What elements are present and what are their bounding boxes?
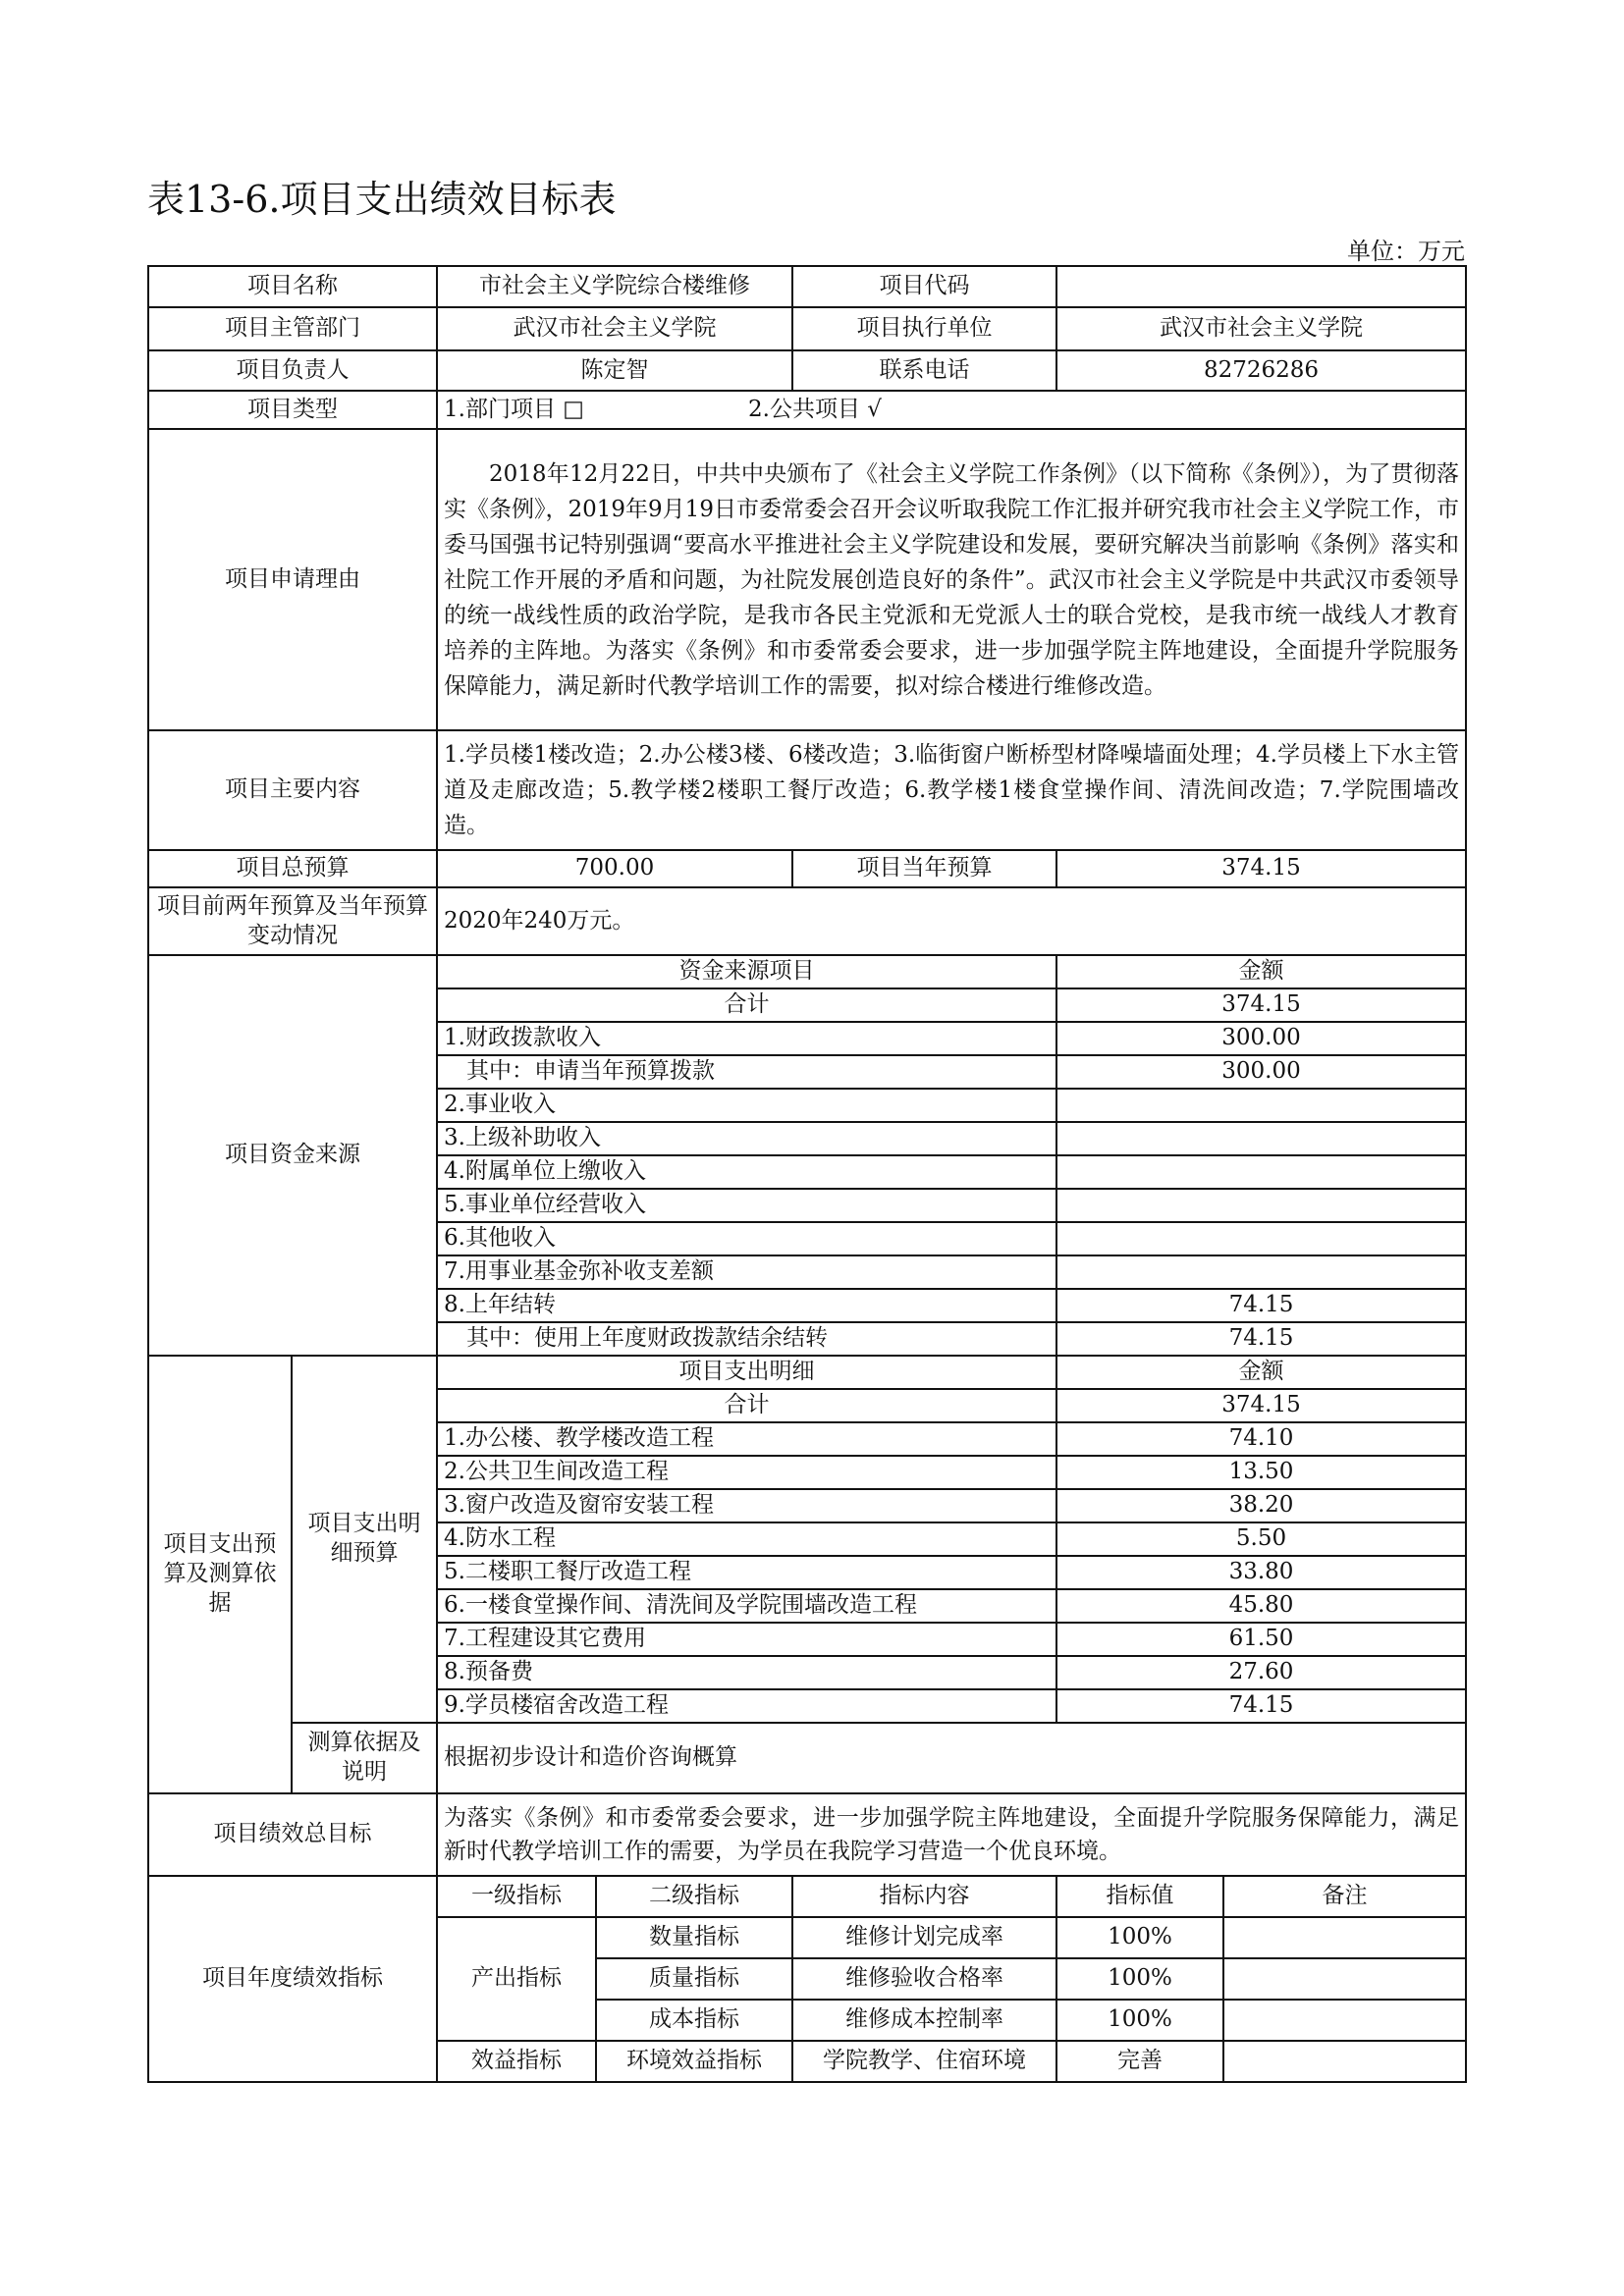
- exec-value: 武汉市社会主义学院: [1056, 307, 1466, 350]
- indicator-header: 一级指标: [437, 1876, 596, 1917]
- exec-label: 项目执行单位: [792, 307, 1056, 350]
- exp-amount: 74.15: [1056, 1689, 1466, 1723]
- name-label: 项目名称: [148, 266, 437, 307]
- funds-amount: [1056, 1155, 1466, 1189]
- type-value: [437, 391, 1466, 429]
- unit-label: 单位：万元: [1347, 238, 1465, 265]
- funds-amount: 300.00: [1056, 1055, 1466, 1089]
- indicator-content: 维修验收合格率: [792, 1958, 1056, 2000]
- exp-item: 6.一楼食堂操作间、清洗间及学院围墙改造工程: [437, 1589, 1056, 1623]
- indicator-note: [1223, 1958, 1466, 2000]
- funds-item: 合计: [437, 988, 1056, 1022]
- exp-amount: 5.50: [1056, 1522, 1466, 1556]
- indicator-value: 100%: [1056, 1958, 1223, 2000]
- dept-value: 武汉市社会主义学院: [437, 307, 792, 350]
- phone-value: 82726286: [1056, 350, 1466, 391]
- funds-item: 其中：使用上年度财政拨款结余结转: [437, 1322, 1056, 1356]
- indicator-content: 学院教学、住宿环境: [792, 2041, 1056, 2082]
- exp-amount: 61.50: [1056, 1623, 1466, 1656]
- funds-item: 2.事业收入: [437, 1089, 1056, 1122]
- prev-budget-text: 2020年240万元。: [437, 887, 1466, 955]
- year-budget-label: 项目当年预算: [792, 850, 1056, 887]
- exp-item: 8.预备费: [437, 1656, 1056, 1689]
- indicator-header: 二级指标: [596, 1876, 792, 1917]
- goal-text: 为落实《条例》和市委常委会要求，进一步加强学院主阵地建设，全面提升学院服务保障能力，满足新时代教学培训工作的需要，为学员在我院学习营造一个优良环境。: [437, 1793, 1466, 1876]
- indicator-header: 指标值: [1056, 1876, 1223, 1917]
- goal-label: 项目绩效总目标: [148, 1793, 437, 1876]
- owner-label: 项目负责人: [148, 350, 437, 391]
- code-value: [1056, 266, 1466, 307]
- expenditure-label: 项目支出预算及测算依据: [148, 1356, 292, 1793]
- name-value: 市社会主义学院综合楼维修: [437, 266, 792, 307]
- funds-amount: [1056, 1222, 1466, 1255]
- indicator-content: 维修计划完成率: [792, 1917, 1056, 1958]
- exp-item: 9.学员楼宿舍改造工程: [437, 1689, 1056, 1723]
- exp-col-item: 项目支出明细: [437, 1356, 1056, 1389]
- type-label: 项目类型: [148, 391, 437, 429]
- indicator-l2: 数量指标: [596, 1917, 792, 1958]
- funds-item: 6.其他收入: [437, 1222, 1056, 1255]
- funds-amount: [1056, 1089, 1466, 1122]
- owner-value: 陈定智: [437, 350, 792, 391]
- code-label: 项目代码: [792, 266, 1056, 307]
- funds-amount: 374.15: [1056, 988, 1466, 1022]
- content-label: 项目主要内容: [148, 730, 437, 850]
- performance-table: [147, 265, 1467, 2083]
- funds-amount: 300.00: [1056, 1022, 1466, 1055]
- exp-item: 4.防水工程: [437, 1522, 1056, 1556]
- indicator-value: 完善: [1056, 2041, 1223, 2082]
- indicator-l2: 成本指标: [596, 2000, 792, 2041]
- basis-label: 测算依据及说明: [292, 1723, 437, 1793]
- exp-amount: 38.20: [1056, 1489, 1466, 1522]
- indicator-note: [1223, 2041, 1466, 2082]
- output-indicator-label: 产出指标: [437, 1917, 596, 2041]
- funds-item: 7.用事业基金弥补收支差额: [437, 1255, 1056, 1289]
- phone-label: 联系电话: [792, 350, 1056, 391]
- exp-item: 7.工程建设其它费用: [437, 1623, 1056, 1656]
- indicator-header: 指标内容: [792, 1876, 1056, 1917]
- indicator-note: [1223, 2000, 1466, 2041]
- funds-item: 4.附属单位上缴收入: [437, 1155, 1056, 1189]
- page-title: 表13-6.项目支出绩效目标表: [147, 178, 617, 221]
- exp-amount: 374.15: [1056, 1389, 1466, 1422]
- funds-col-amount: 金额: [1056, 955, 1466, 988]
- funds-amount: 74.15: [1056, 1322, 1466, 1356]
- funds-amount: [1056, 1189, 1466, 1222]
- type-option-public: 2.公共项目 √: [748, 396, 882, 422]
- exp-item: 合计: [437, 1389, 1056, 1422]
- indicator-value: 100%: [1056, 2000, 1223, 2041]
- funds-item: 5.事业单位经营收入: [437, 1189, 1056, 1222]
- type-option-dept: 1.部门项目 □: [444, 396, 584, 422]
- indicator-content: 维修成本控制率: [792, 2000, 1056, 2041]
- content-text: 1.学员楼1楼改造；2.办公楼3楼、6楼改造；3.临街窗户断桥型材降噪墙面处理；4.学员楼上下水主管道及走廊改造；5.教学楼2楼职工餐厅改造；6.教学楼1楼食堂操作间、清洗间改造；7.学院围墙改造。: [437, 730, 1466, 850]
- reason-label: 项目申请理由: [148, 429, 437, 730]
- funds-amount: 74.15: [1056, 1289, 1466, 1322]
- funds-col-item: 资金来源项目: [437, 955, 1056, 988]
- exp-col-amount: 金额: [1056, 1356, 1466, 1389]
- dept-label: 项目主管部门: [148, 307, 437, 350]
- exp-item: 5.二楼职工餐厅改造工程: [437, 1556, 1056, 1589]
- indicator-l2: 质量指标: [596, 1958, 792, 2000]
- exp-amount: 45.80: [1056, 1589, 1466, 1623]
- benefit-indicator-label: 效益指标: [437, 2041, 596, 2082]
- funds-item: 3.上级补助收入: [437, 1122, 1056, 1155]
- total-budget-value: 700.00: [437, 850, 792, 887]
- exp-amount: 74.10: [1056, 1422, 1466, 1456]
- funds-item: 1.财政拨款收入: [437, 1022, 1056, 1055]
- exp-item: 3.窗户改造及窗帘安装工程: [437, 1489, 1056, 1522]
- year-budget-value: 374.15: [1056, 850, 1466, 887]
- funds-label: 项目资金来源: [148, 955, 437, 1356]
- funds-amount: [1056, 1122, 1466, 1155]
- funds-item: 8.上年结转: [437, 1289, 1056, 1322]
- indicator-header: 备注: [1223, 1876, 1466, 1917]
- indicator-l2: 环境效益指标: [596, 2041, 792, 2082]
- funds-amount: [1056, 1255, 1466, 1289]
- expenditure-sub-label: 项目支出明细预算: [292, 1356, 437, 1723]
- prev-budget-label: 项目前两年预算及当年预算变动情况: [148, 887, 437, 955]
- total-budget-label: 项目总预算: [148, 850, 437, 887]
- exp-amount: 33.80: [1056, 1556, 1466, 1589]
- indicator-note: [1223, 1917, 1466, 1958]
- exp-amount: 13.50: [1056, 1456, 1466, 1489]
- indicators-label: 项目年度绩效指标: [148, 1876, 437, 2082]
- basis-text: 根据初步设计和造价咨询概算: [437, 1723, 1466, 1793]
- funds-item: 其中：申请当年预算拨款: [437, 1055, 1056, 1089]
- indicator-value: 100%: [1056, 1917, 1223, 1958]
- exp-amount: 27.60: [1056, 1656, 1466, 1689]
- reason-text: 2018年12月22日，中共中央颁布了《社会主义学院工作条例》（以下简称《条例》），为了贯彻落实《条例》，2019年9月19日市委常委会召开会议听取我院工作汇报并研究我市社会主义学院工作，市委马国强书记特别强调“要高水平推进社会主义学院建设和发展，要研究解决当前影响《条例》落实和社院工作开展的矛盾和问题，为社院发展创造良好的条件”。武汉市社会主义学院是中共武汉市委领导的统一战线性质的政治学院，是我市各民主党派和无党派人士的联合党校，是我市统一战线人才教育培养的主阵地。为落实《条例》和市委常委会要求，进一步加强学院主阵地建设，全面提升学院服务保障能力，满足新时代教学培训工作的需要，拟对综合楼进行维修改造。: [437, 429, 1466, 730]
- exp-item: 2.公共卫生间改造工程: [437, 1456, 1056, 1489]
- exp-item: 1.办公楼、教学楼改造工程: [437, 1422, 1056, 1456]
